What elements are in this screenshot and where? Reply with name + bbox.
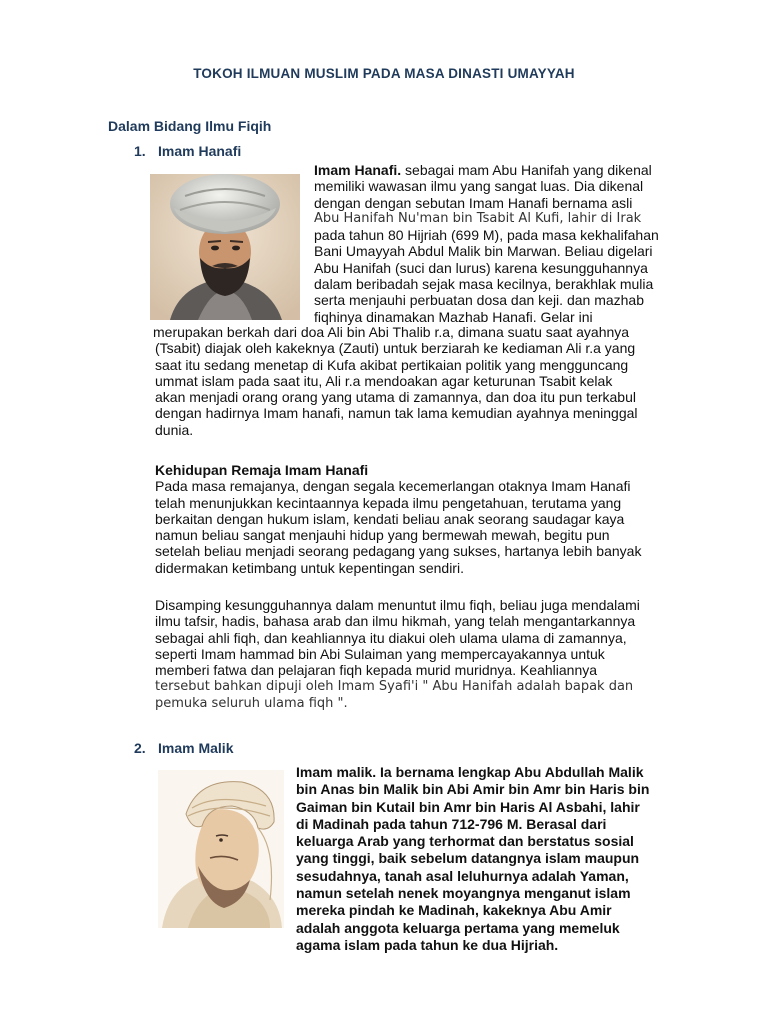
study-line: seperti Imam hammad bin Abi Sulaiman yang mempercayakannya untuk <box>155 645 605 662</box>
continued-line: akan menjadi orang orang yang utama di zamannya, dan doa itu pun terkabul <box>155 389 636 406</box>
continued-line: dunia. <box>155 421 194 438</box>
imam-hanafi-youth <box>155 462 735 576</box>
youth-line: setelah beliau menjadi seorang pedagang yang sukses, hartanya lebih banyak <box>155 543 642 560</box>
study-line: sebagai ahli fiqh, dan keahliannya itu diakui oleh ulama ulama di zamannya, <box>155 629 627 646</box>
imam-malik-number: 2. <box>134 740 146 756</box>
imam-hanafi-portrait <box>150 174 300 320</box>
intro-line: Abu Hanifah (suci dan lurus) karena kesungguhannya <box>314 259 648 276</box>
imam-hanafi-intro-bold: Imam Hanafi. <box>314 162 402 178</box>
imam-hanafi-intro <box>314 162 724 325</box>
study-line: Disamping kesungguhannya dalam menuntut ilmu fiqh, beliau juga mendalami <box>155 597 640 613</box>
malik-line: Gaiman bin Kutail bin Amr bin Haris Al Asbahi, lahir <box>296 798 640 815</box>
intro-line: dengan dengan sebutan Imam Hanafi bernama asli <box>314 194 633 211</box>
intro-line: sebagai mam Abu Hanifah yang dikenal <box>401 162 652 178</box>
imam-hanafi-title: Imam Hanafi <box>158 143 242 159</box>
intro-line: pada tahun 80 Hijriah (699 M), pada masa kekhalifahan <box>314 227 659 244</box>
youth-line: berkaitan dengan hukum islam, kendati beliau anak seorang saudagar kaya <box>155 510 625 527</box>
continued-line: merupakan berkah dari doa Ali bin Abi Thalib r.a, dimana suatu saat ayahnya <box>153 324 630 340</box>
quote-line: tersebut bahkan dipuji oleh Imam Syafi'i " Abu Hanifah adalah bapak dan <box>155 679 634 695</box>
imam-malik-portrait <box>158 770 284 928</box>
imam-hanafi-number: 1. <box>134 143 146 159</box>
intro-line: memiliki wawasan ilmu yang sangat luas. Dia dikenal <box>314 178 644 195</box>
imam-malik-biography <box>296 764 726 954</box>
malik-line: sesudahnya, tanah asal leluhurnya adalah Yaman, <box>296 867 629 884</box>
study-line: memberi fatwa dan pelajaran fiqh kepada murid muridnya. Keahliannya <box>155 662 598 679</box>
imam-malik-title: Imam Malik <box>158 740 234 756</box>
study-line: ilmu tafsir, hadis, bahasa arab dan ilmu hikmah, yang telah mengantarkannya <box>155 613 636 630</box>
continued-line: (Tsabit) diajak oleh kakeknya (Zauti) untuk berziarah ke kediaman Ali r.a yang <box>155 340 636 357</box>
malik-line: namun setelah nenek moyangnya menganut islam <box>296 885 631 902</box>
continued-line: saat itu sedang menetap di Kufa akibat pertikaian politik yang mengguncang <box>155 356 629 373</box>
malik-line: yang tinggi, baik sebelum datangnya islam maupun <box>296 850 640 867</box>
intro-line: serta menjauhi perbuatan dosa dan keji. dan mazhab <box>314 292 644 309</box>
imam-hanafi-portrait-drawing <box>150 174 300 320</box>
youth-line: Pada masa remajanya, dengan segala kecemerlangan otaknya Imam Hanafi <box>155 478 631 495</box>
youth-line: telah menunjukkan kecintaannya kepada ilmu pengetahuan, terutama yang <box>155 494 622 511</box>
intro-line: dalam beribadah sejak masa kecilnya, berakhlak mulia <box>314 276 654 293</box>
malik-line: di Madinah pada tahun 712-796 M. Berasal dari <box>296 815 607 832</box>
malik-line: keluarga Arab yang terhormat dan berstatus sosial <box>296 833 634 850</box>
malik-line: agama islam pada tahun ke dua Hijriah. <box>296 936 559 953</box>
youth-heading: Kehidupan Remaja Imam Hanafi <box>155 462 369 478</box>
imam-malik-portrait-drawing <box>158 770 284 928</box>
document-title: TOKOH ILMUAN MUSLIM PADA MASA DINASTI UMAYYAH <box>193 66 575 81</box>
malik-line: bin Anas bin Malik bin Abi Amir bin Amr bin Haris bin <box>296 781 650 798</box>
quote-line: pemuka seluruh ulama fiqh ". <box>155 696 348 712</box>
youth-line: didermakan ketimbang untuk kepentingan sendiri. <box>155 559 464 576</box>
imam-malik-heading <box>134 740 233 756</box>
imam-hanafi-heading <box>134 143 241 159</box>
malik-line: mereka pindah ke Madinah, kakeknya Abu Amir <box>296 902 612 919</box>
malik-line: Imam malik. Ia bernama lengkap Abu Abdullah Malik <box>296 764 644 780</box>
malik-line: adalah anggota keluarga pertama yang memeluk <box>296 919 620 936</box>
intro-line: Bani Umayyah Abdul Malik bin Marwan. Beliau digelari <box>314 243 653 260</box>
youth-line: namun beliau sangat menjauhi hidup yang bermewah mewah, begitu pun <box>155 527 610 544</box>
intro-line: fiqhinya dinamakan Mazhab Hanafi. Gelar ini <box>314 308 593 325</box>
imam-hanafi-study <box>155 597 735 712</box>
continued-line: dengan hadirnya Imam hanafi, namun tak lama kemudian ayahnya meninggal <box>155 405 638 422</box>
imam-hanafi-continued <box>155 324 735 438</box>
section-title: Dalam Bidang Ilmu Fiqih <box>108 118 272 134</box>
intro-line: Abu Hanifah Nu'man bin Tsabit Al Kufi, lahir di Irak <box>314 210 642 226</box>
continued-line: ummat islam pada saat itu, Ali r.a mendoakan agar keturunan Tsabit kelak <box>155 372 613 389</box>
